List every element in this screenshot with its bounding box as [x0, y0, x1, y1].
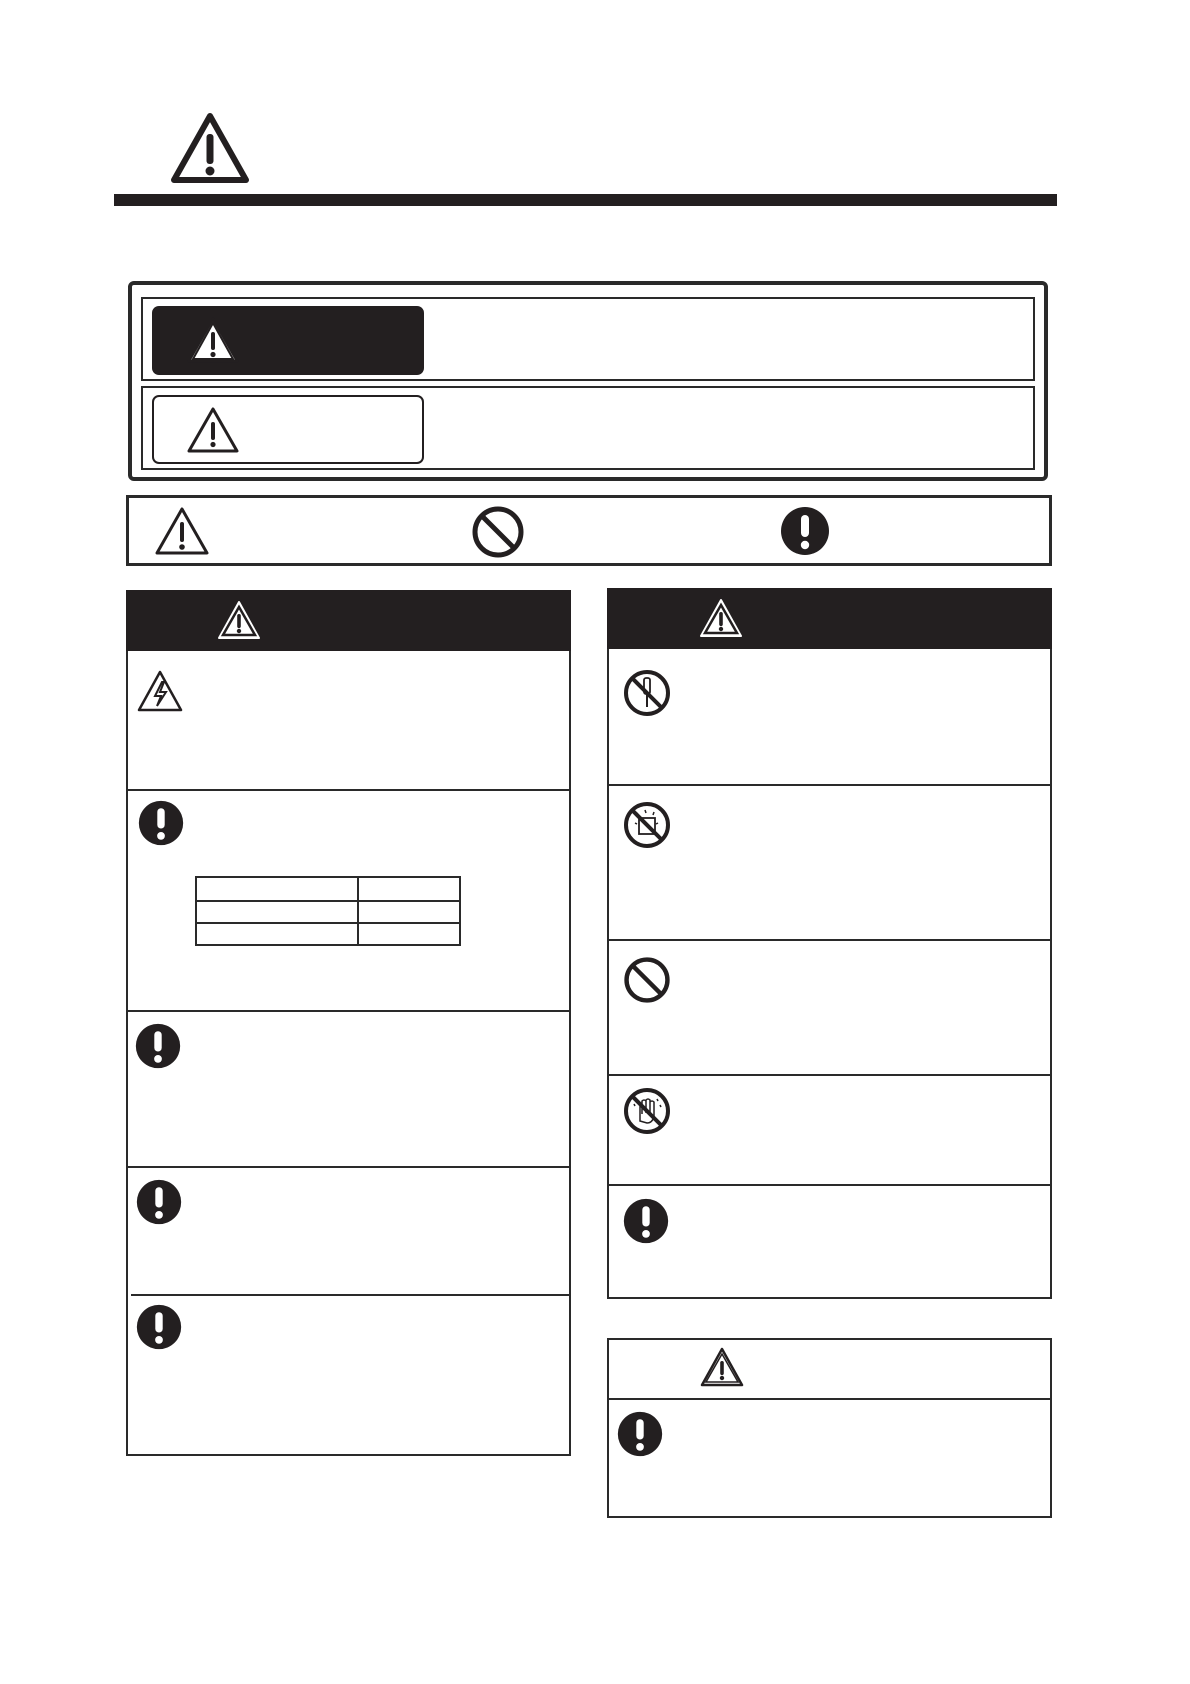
right-caution-panel — [607, 1338, 1052, 1518]
left-warning-panel-header — [126, 590, 571, 651]
right-warning-panel-header — [607, 588, 1052, 649]
mandatory-icon — [135, 1303, 183, 1351]
mandatory-icon — [137, 799, 185, 847]
left-row-divider — [126, 1166, 569, 1168]
right-row-divider — [607, 784, 1052, 786]
caution-header-divider — [607, 1398, 1052, 1400]
symbol-legend-prohibition-icon — [471, 505, 525, 559]
symbol-legend-mandatory-icon — [779, 505, 831, 557]
right-row-divider — [607, 1074, 1052, 1076]
electric-shock-icon — [136, 669, 184, 713]
mandatory-icon — [616, 1410, 664, 1458]
fuse-table-row-divider — [195, 922, 461, 924]
caution-badge-triangle-icon — [186, 406, 240, 454]
right-row-divider — [607, 939, 1052, 941]
left-row-divider — [126, 789, 571, 791]
page-heading-rule — [114, 194, 1057, 206]
fuse-table-column-divider — [357, 876, 359, 946]
fuse-table-row-divider — [195, 900, 461, 902]
caution-header-warning-icon — [699, 1346, 745, 1388]
left-header-warning-icon — [216, 599, 262, 641]
symbol-legend-warning-icon — [154, 505, 210, 557]
prohibition-icon — [623, 956, 671, 1004]
right-warning-panel — [607, 588, 1052, 1299]
mandatory-icon — [134, 1022, 182, 1070]
left-row-divider — [126, 1010, 571, 1012]
no-disassembly-icon — [623, 669, 671, 717]
right-header-warning-icon — [698, 597, 744, 639]
mandatory-icon — [135, 1178, 183, 1226]
left-row-divider — [131, 1294, 571, 1296]
page-heading-warning-icon — [170, 112, 250, 184]
right-row-divider — [607, 1184, 1052, 1186]
fuse-rating-table — [195, 876, 461, 946]
symbol-legend-strip — [126, 495, 1052, 566]
warning-badge-triangle-icon — [186, 316, 240, 364]
mandatory-icon — [622, 1197, 670, 1245]
no-wet-hands-icon — [623, 1087, 671, 1135]
left-warning-panel — [126, 590, 571, 1456]
no-water-icon — [623, 801, 671, 849]
